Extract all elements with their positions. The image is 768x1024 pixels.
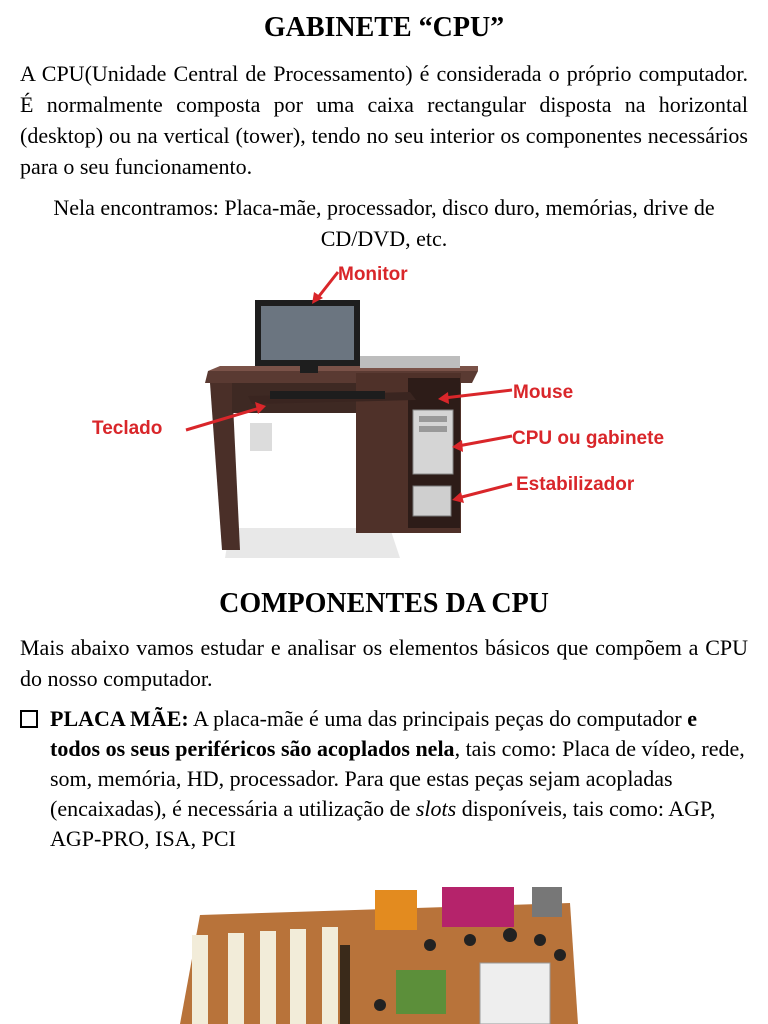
side-shelf-items <box>250 423 272 451</box>
cpu-drive-bay <box>419 426 447 432</box>
label-teclado: Teclado <box>92 418 163 439</box>
desk-device <box>360 356 460 368</box>
label-cpu: CPU ou gabinete <box>512 428 665 449</box>
stabilizer-shape <box>413 486 451 516</box>
bullet-text-bold: e todos os seus periféricos são acoplados nela <box>50 706 697 761</box>
arrow-estabilizador <box>458 484 512 498</box>
bullet-text-b: , tais como: Placa de vídeo, rede, som, memória, HD, processador. Para que estas peças sejam acopladas (encaixadas), é necessária a utilização de <box>50 736 745 821</box>
bullet-text-c: disponíveis, tais como: AGP, AGP-PRO, ISA, PCI <box>50 796 716 851</box>
components-list-paragraph: Nela encontramos: Placa-mãe, processador, disco duro, memórias, drive de CD/DVD, etc. <box>53 195 715 251</box>
cpu-drive-bay <box>419 416 447 422</box>
pci-slot <box>228 933 244 1024</box>
monitor-stand <box>300 366 318 373</box>
monitor-screen <box>261 306 354 360</box>
checkbox-bullet-icon <box>20 710 38 728</box>
agp-slot <box>340 945 350 1024</box>
chipset-heatsink <box>396 970 446 1014</box>
label-estabilizador: Estabilizador <box>516 474 635 495</box>
cpu-socket <box>480 963 550 1024</box>
section-title-gabinete: GABINETE “CPU” <box>263 12 505 43</box>
bullet-text <box>50 704 750 854</box>
computer-desk-figure <box>80 258 720 568</box>
board-port-magenta <box>442 887 514 927</box>
section-title-componentes: COMPONENTES DA CPU <box>219 588 549 619</box>
pci-slot <box>290 929 306 1024</box>
arrow-cpu <box>458 436 512 446</box>
label-monitor: Monitor <box>338 264 408 285</box>
bullet-placa-mae <box>20 704 750 854</box>
bullet-heading: PLACA MÃE: <box>50 706 189 731</box>
board-port-orange <box>375 890 417 930</box>
board-port-gray <box>532 887 562 917</box>
motherboard-figure <box>180 885 580 1024</box>
bullet-text-italic: slots <box>415 796 457 821</box>
intro-paragraph: A CPU(Unidade Central de Processamento) é considerada o próprio computador. É normalmente composta por uma caixa rectangular disposta na horizontal (desktop) ou na vertical (tower), tendo no seu interior os componentes necessários para o seu funcionamento. <box>20 61 748 179</box>
pci-slot <box>192 935 208 1024</box>
components-intro-paragraph: Mais abaixo vamos estudar e analisar os elementos básicos que compõem a CPU do nosso computador. <box>20 635 748 691</box>
keyboard-shape <box>270 391 385 399</box>
label-mouse: Mouse <box>513 382 574 403</box>
pci-slot <box>260 931 276 1024</box>
bullet-text-a: A placa-mãe é uma das principais peças do computador <box>188 706 688 731</box>
pci-slot <box>322 927 338 1024</box>
